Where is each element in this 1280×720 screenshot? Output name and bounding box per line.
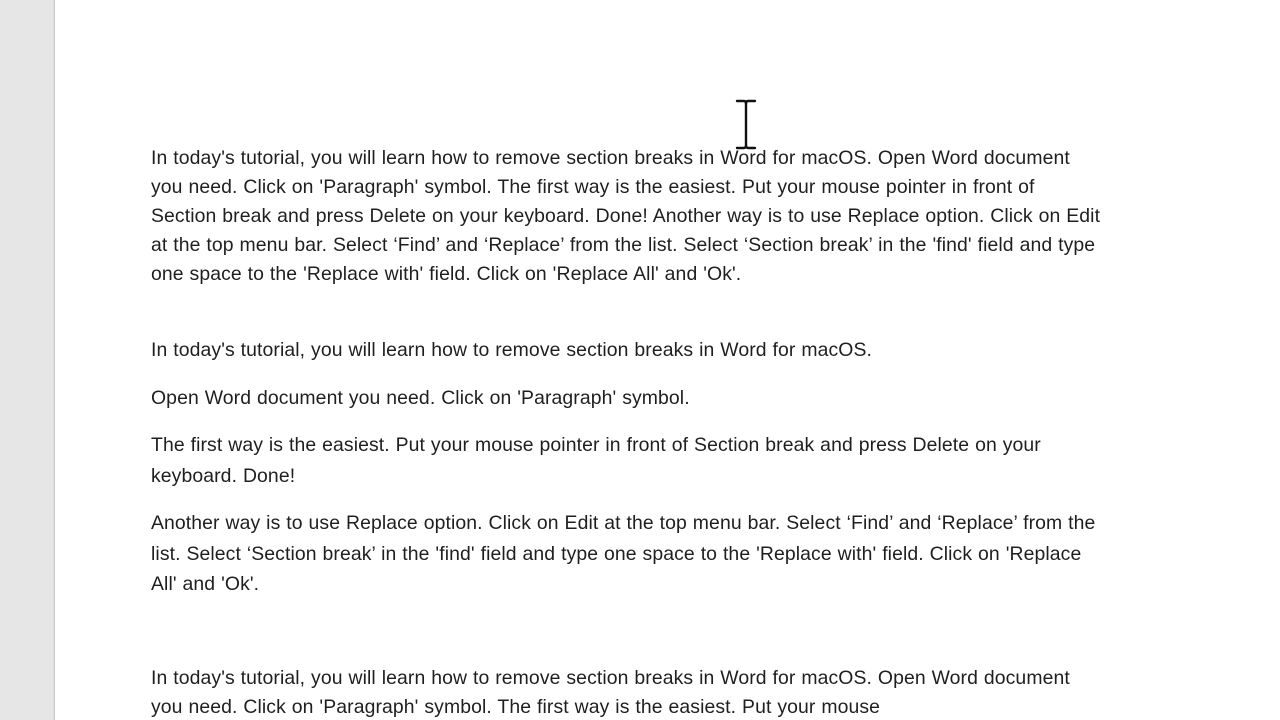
text-ibeam-cursor-icon (733, 97, 759, 152)
paragraph-first-way[interactable]: The first way is the easiest. Put your mouse pointer in front of Section break and press Delete on your keyboard. Done! (151, 434, 1041, 487)
combined-paragraph-1[interactable]: In today's tutorial, you will learn how to remove section breaks in Word for macOS. Open Word document you need. Click on 'Paragraph' symbol. The first way is the easiest. Put your mouse pointer in front of Section break and press Delete on your keyboard. Done! Another way is to use Replace option. Click on Edit at the top menu bar. Select ‘Find’ and ‘Replace’ from the list. Select ‘Section break’ in the 'find' field and type one space to the 'Replace with' field. Click on 'Replace All' and 'Ok'. (151, 147, 1101, 285)
section-2[interactable] (151, 335, 1101, 600)
combined-paragraph-2[interactable]: In today's tutorial, you will learn how to remove section breaks in Word for macOS. Open Word document you need. Click on 'Paragraph' symbol. The first way is the easiest. Put your mouse (151, 667, 1070, 718)
paragraph-intro[interactable]: In today's tutorial, you will learn how to remove section breaks in Word for macOS. (151, 339, 872, 361)
section-3[interactable] (151, 664, 1101, 720)
section-1[interactable] (151, 144, 1101, 289)
paragraph-another-way[interactable]: Another way is to use Replace option. Click on Edit at the top menu bar. Select ‘Find’ and ‘Replace’ from the list. Select ‘Section break’ in the 'find' field and type one space to the 'Replace with' field. Click on 'Replace All' and 'Ok'. (151, 512, 1096, 595)
paragraph-open-document[interactable]: Open Word document you need. Click on 'Paragraph' symbol. (151, 386, 690, 409)
